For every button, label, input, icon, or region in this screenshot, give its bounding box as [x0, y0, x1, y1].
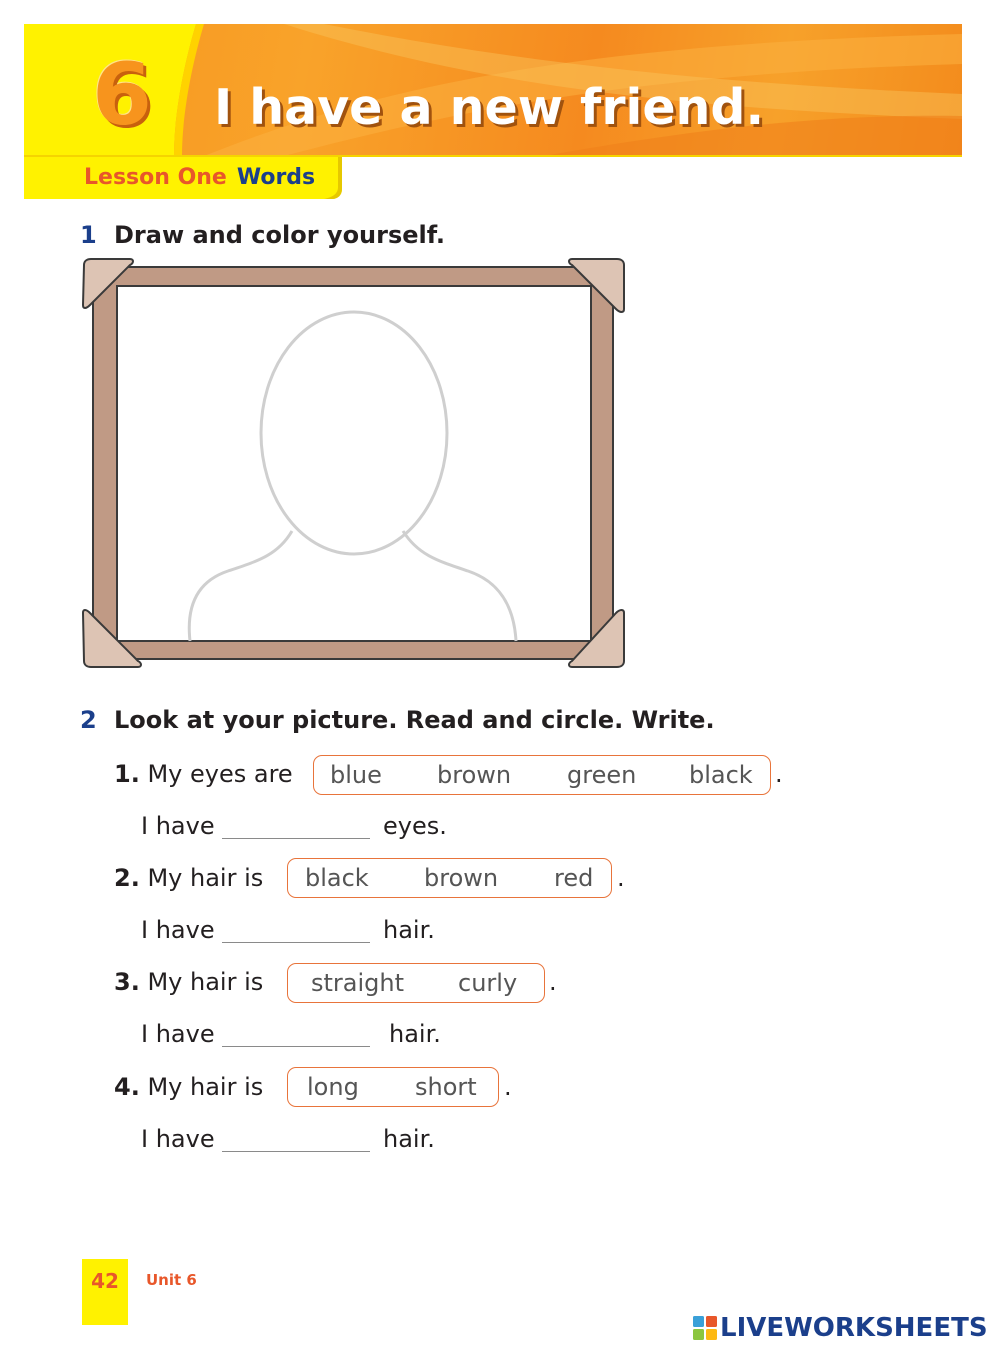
answer-blank[interactable]	[222, 1046, 370, 1047]
lesson-type: Words	[236, 165, 316, 190]
option-long[interactable]: long	[307, 1073, 359, 1101]
answer-lead: I have	[141, 1020, 215, 1048]
item-prompt: My hair is	[147, 1073, 264, 1101]
item-number: 2.	[114, 864, 140, 892]
answer-blank[interactable]	[222, 942, 370, 943]
unit-label: Unit 6	[146, 1271, 197, 1289]
item-prompt: My hair is	[147, 864, 264, 892]
option-black[interactable]: black	[305, 864, 369, 892]
activity-instruction: Draw and color yourself.	[114, 221, 446, 249]
option-black[interactable]: black	[689, 761, 753, 789]
item-2-options	[287, 858, 612, 898]
answer-lead: I have	[141, 1125, 215, 1153]
answer-tail: hair.	[389, 1020, 441, 1048]
answer-lead: I have	[141, 916, 215, 944]
answer-lead: I have	[141, 812, 215, 840]
option-green[interactable]: green	[567, 761, 637, 789]
item-3-prompt	[114, 962, 263, 1002]
liveworksheets-logo-icon	[693, 1316, 717, 1340]
activity-1-heading	[80, 217, 445, 253]
unit-title: I have a new friend.	[214, 79, 765, 136]
sentence-period: .	[617, 864, 625, 892]
item-1-prompt	[114, 754, 293, 794]
sentence-period: .	[775, 760, 783, 788]
item-4-options	[287, 1067, 499, 1107]
activity-number: 1	[80, 221, 97, 249]
page-number: 42	[91, 1269, 119, 1293]
activity-number: 2	[80, 706, 97, 734]
answer-blank[interactable]	[222, 1151, 370, 1152]
activity-2-heading	[80, 702, 715, 738]
item-prompt: My eyes are	[147, 760, 293, 788]
answer-tail: hair.	[383, 1125, 435, 1153]
item-1-options	[313, 755, 771, 795]
item-number: 4.	[114, 1073, 140, 1101]
answer-blank[interactable]	[222, 838, 370, 839]
option-brown[interactable]: brown	[437, 761, 512, 789]
item-prompt: My hair is	[147, 968, 264, 996]
option-blue[interactable]: blue	[330, 761, 382, 789]
item-4-prompt	[114, 1067, 263, 1107]
option-short[interactable]: short	[415, 1073, 477, 1101]
drawing-frame[interactable]	[78, 255, 630, 671]
item-number: 1.	[114, 760, 140, 788]
option-brown[interactable]: brown	[424, 864, 499, 892]
sentence-period: .	[504, 1073, 512, 1101]
unit-number: 6	[92, 45, 152, 145]
item-3-options	[287, 963, 545, 1003]
liveworksheets-brand: LIVEWORKSHEETS	[720, 1313, 988, 1343]
answer-tail: hair.	[383, 916, 435, 944]
item-2-prompt	[114, 858, 263, 898]
item-number: 3.	[114, 968, 140, 996]
option-red[interactable]: red	[554, 864, 594, 892]
activity-instruction: Look at your picture. Read and circle. Write.	[114, 706, 715, 734]
option-curly[interactable]: curly	[458, 969, 518, 997]
lesson-label: Lesson One	[84, 165, 227, 190]
answer-tail: eyes.	[383, 812, 447, 840]
lesson-heading	[84, 160, 315, 196]
option-straight[interactable]: straight	[311, 969, 405, 997]
sentence-period: .	[549, 968, 557, 996]
